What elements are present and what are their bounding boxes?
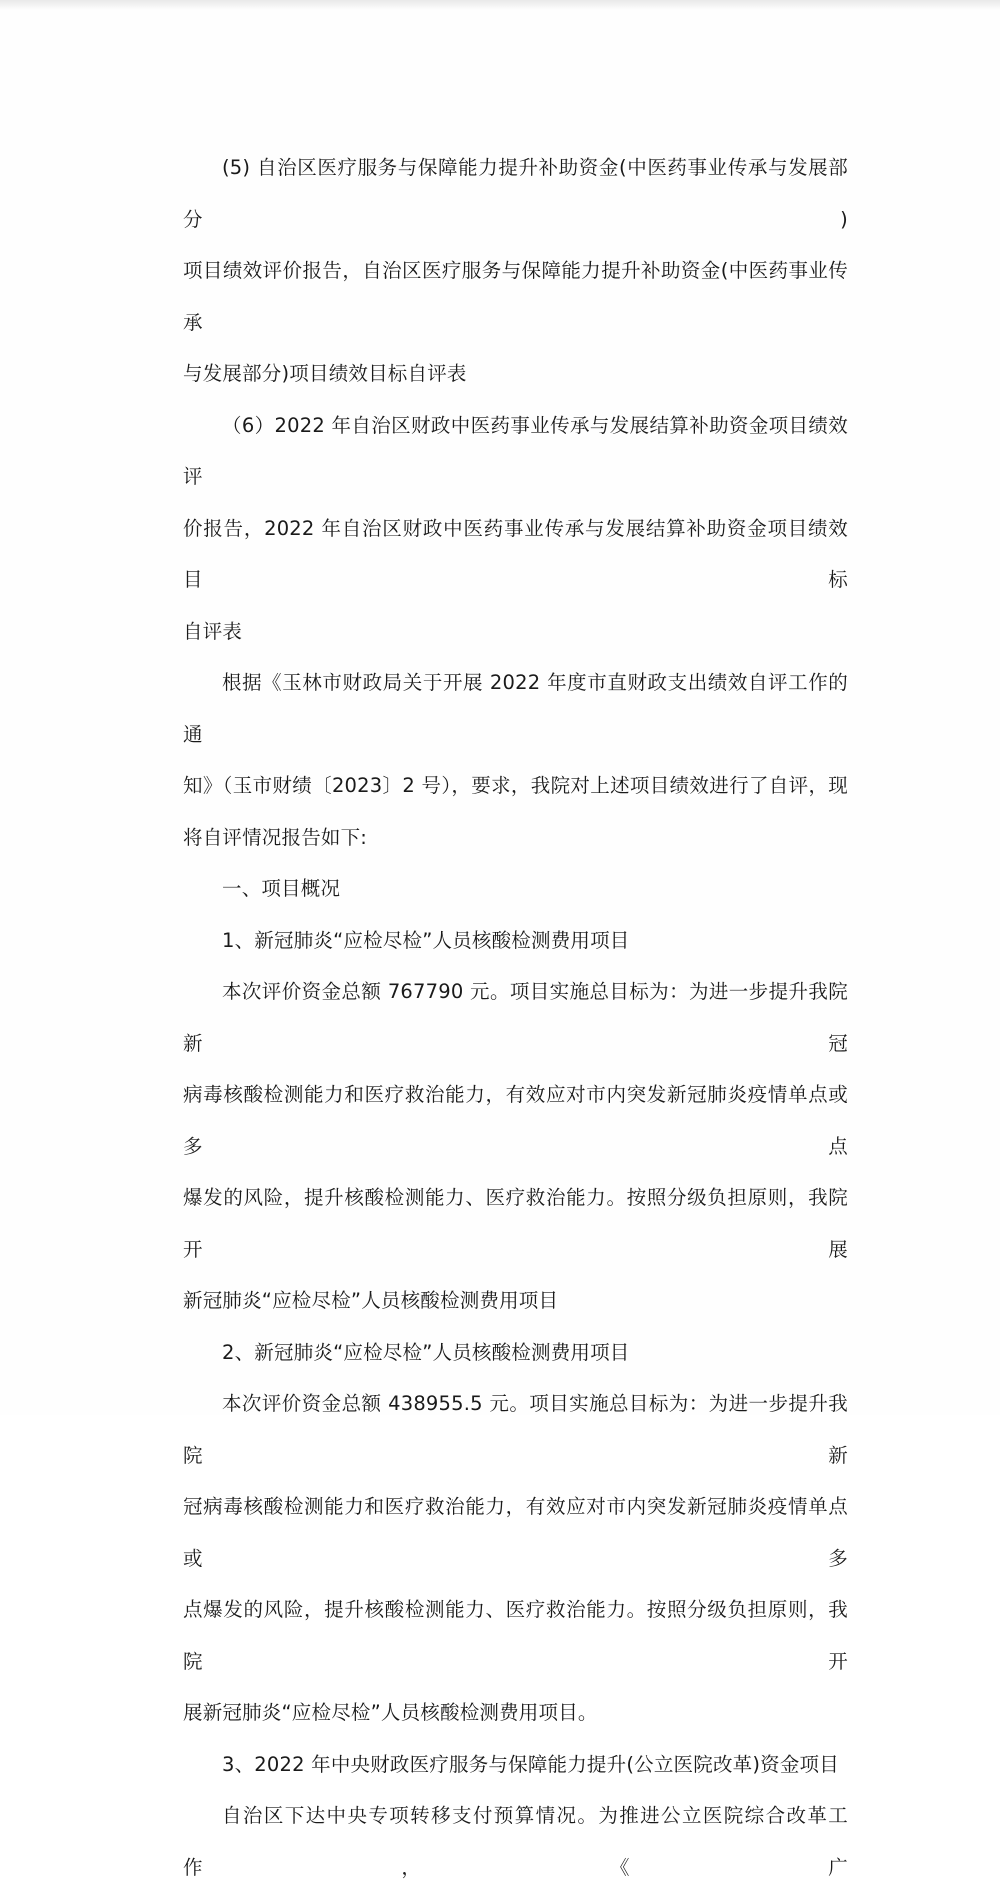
text-line: 项目绩效评价报告，自治区医疗服务与保障能力提升补助资金(中医药事业传承 xyxy=(183,259,848,334)
text-line: 与发展部分)项目绩效目标自评表 xyxy=(183,362,467,385)
paragraph-item-6 xyxy=(183,400,848,658)
paragraph-item-5 xyxy=(183,142,848,400)
text-line: 新冠肺炎“应检尽检”人员核酸检测费用项目 xyxy=(183,1289,559,1312)
project-3-body xyxy=(183,1790,848,1893)
text-line: （6）2022 年自治区财政中医药事业传承与发展结算补助资金项目绩效评 xyxy=(183,413,848,488)
text-line: 自评表 xyxy=(183,619,243,643)
paragraph-basis xyxy=(183,657,848,863)
text-line: 自治区下达中央专项转移支付预算情况。为推进公立医院综合改革工作，《广 xyxy=(183,1804,848,1879)
text-line: (5) 自治区医疗服务与保障能力提升补助资金(中医药事业传承与发展部分) xyxy=(183,156,848,231)
text-line: 价报告，2022 年自治区财政中医药事业传承与发展结算补助资金项目绩效目标 xyxy=(183,516,848,591)
project-1-title xyxy=(183,915,848,967)
section-heading: 一、项目概况 xyxy=(222,877,341,900)
subheading: 1、新冠肺炎“应检尽检”人员核酸检测费用项目 xyxy=(222,928,630,952)
text-line: 将自评情况报告如下: xyxy=(183,825,368,849)
text-line: 展新冠肺炎“应检尽检”人员核酸检测费用项目。 xyxy=(183,1701,598,1724)
text-line: 本次评价资金总额 438955.5 元。项目实施总目标为：为进一步提升我院新 xyxy=(183,1392,848,1467)
text-line: 病毒核酸检测能力和医疗救治能力，有效应对市内突发新冠肺炎疫情单点或多点 xyxy=(183,1083,848,1158)
subheading: 2、新冠肺炎“应检尽检”人员核酸检测费用项目 xyxy=(222,1340,630,1364)
text-line: 知》（玉市财绩〔2023〕2 号），要求，我院对上述项目绩效进行了自评，现 xyxy=(183,774,848,797)
text-line: 本次评价资金总额 767790 元。项目实施总目标为：为进一步提升我院新冠 xyxy=(183,980,848,1055)
section-heading-overview xyxy=(183,863,848,915)
text-line: 爆发的风险，提升核酸检测能力、医疗救治能力。按照分级负担原则，我院开展 xyxy=(183,1186,848,1261)
project-2-body xyxy=(183,1378,848,1739)
scan-edge-shadow xyxy=(0,0,1000,10)
project-3-title xyxy=(183,1739,848,1791)
document-body xyxy=(183,142,848,1893)
text-line: 点爆发的风险，提升核酸检测能力、医疗救治能力。按照分级负担原则，我院开 xyxy=(183,1598,848,1673)
text-line: 冠病毒核酸检测能力和医疗救治能力，有效应对市内突发新冠肺炎疫情单点或多 xyxy=(183,1495,848,1570)
project-1-body xyxy=(183,966,848,1327)
text-line: 根据《玉林市财政局关于开展 2022 年度市直财政支出绩效自评工作的通 xyxy=(183,671,848,746)
subheading: 3、2022 年中央财政医疗服务与保障能力提升(公立医院改革)资金项目 xyxy=(222,1752,839,1776)
project-2-title xyxy=(183,1327,848,1379)
